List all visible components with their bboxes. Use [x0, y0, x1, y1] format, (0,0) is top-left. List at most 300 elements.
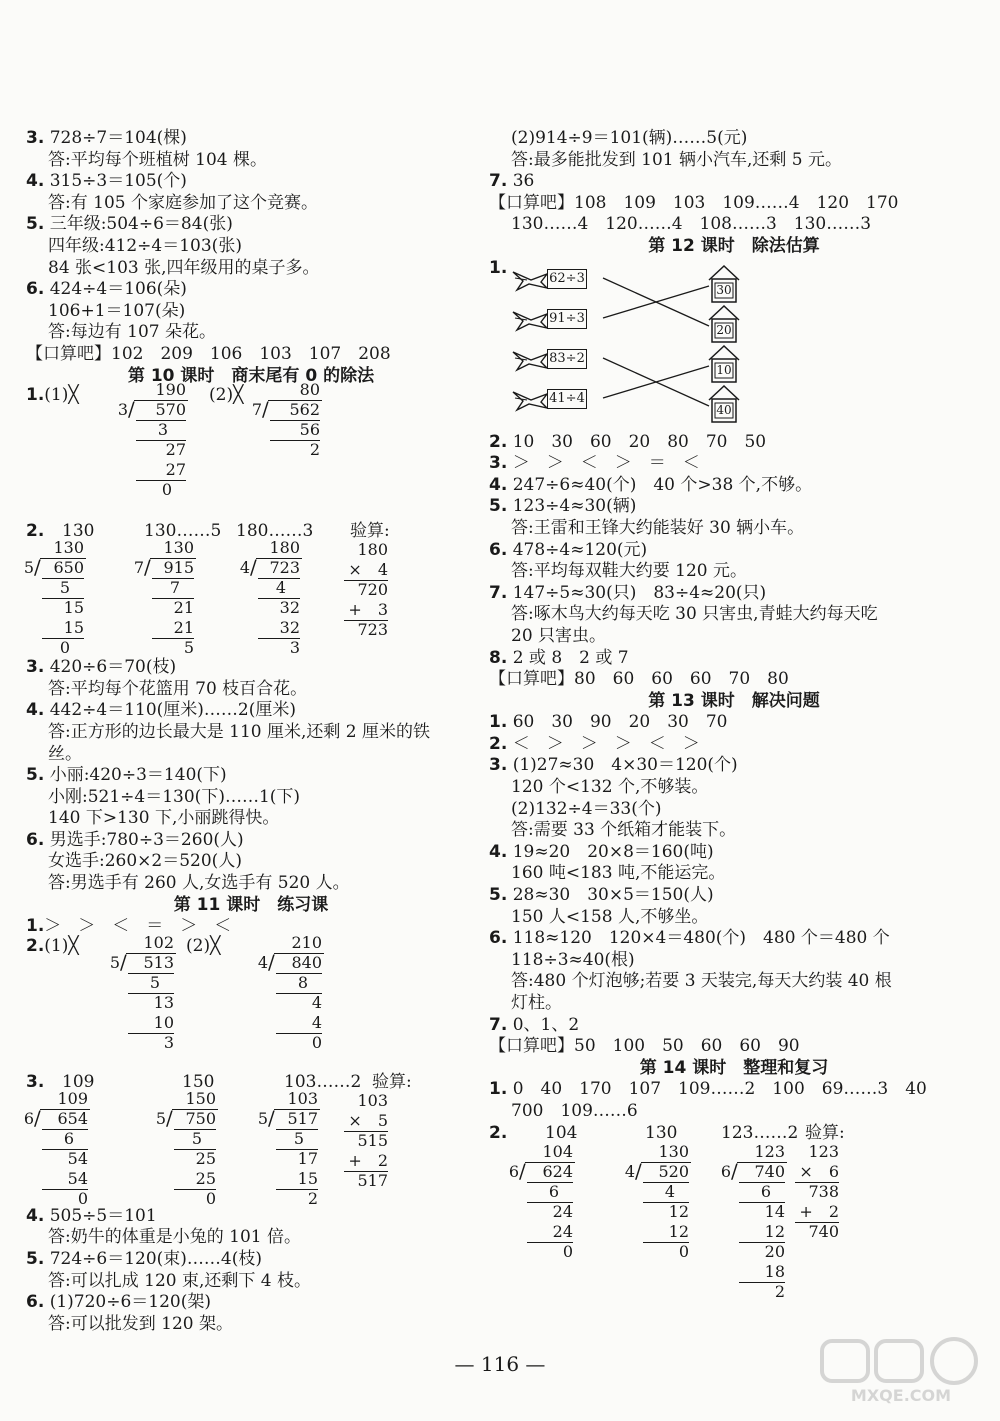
- division-digit: 3: [157, 420, 168, 440]
- division-bracket: /: [731, 1158, 738, 1183]
- question-number: 6.: [26, 829, 45, 850]
- watermark-logo: [816, 1337, 986, 1407]
- l11-q2: [26, 932, 476, 1072]
- answer-text: 478÷4≈120(元): [507, 539, 648, 560]
- division-digit: 103: [287, 1088, 318, 1108]
- answer-text: 442÷4＝110(厘米)……2(厘米): [44, 700, 297, 721]
- answer-text: 130……4 120……4 108……3 130……3: [511, 214, 872, 235]
- question-number: 3.: [26, 1071, 45, 1092]
- answer-text: (1)720÷6＝120(架): [44, 1292, 212, 1313]
- question-number: 6.: [489, 539, 508, 560]
- answer-line: [489, 799, 979, 821]
- verification-digit: 515: [357, 1130, 388, 1150]
- verification-digit: 740: [808, 1221, 839, 1241]
- division-digit: 5: [109, 952, 120, 972]
- answer-text: 答:480 个灯泡够;若要 3 天装完,每天大约装 40 根: [511, 971, 892, 992]
- answer-line: [26, 830, 476, 852]
- question-number: 1.: [489, 712, 508, 733]
- division-digit: 54: [67, 1148, 88, 1168]
- division-digit: 5: [257, 1108, 268, 1128]
- division-bracket: /: [268, 1105, 275, 1130]
- answer-text: 【口算吧】108 109 103 109……4 120 170: [489, 192, 899, 213]
- division-digit: 6: [548, 1181, 559, 1201]
- answer-text: (2)132÷4＝33(个): [511, 798, 662, 819]
- division-digit: 513: [143, 952, 174, 972]
- answer-text: 灯柱。: [511, 993, 562, 1013]
- division-digit: 517: [287, 1108, 318, 1128]
- question-number: 7.: [489, 582, 508, 603]
- lesson-14-title: 第 14 课时 整理和复习: [639, 1057, 829, 1078]
- left-column: [23, 128, 476, 1335]
- division-digit: 190: [155, 380, 186, 400]
- division-bracket: /: [128, 397, 135, 422]
- division-digit: 104: [542, 1141, 573, 1161]
- division-digit: 123: [754, 1141, 785, 1161]
- answer-text: 424÷4＝106(朵): [44, 279, 187, 300]
- question-number: 2.: [489, 1122, 508, 1143]
- division-digit: 4: [239, 558, 250, 578]
- house-number: 10: [716, 362, 732, 377]
- answer-line: [26, 214, 476, 236]
- answer-line: [489, 928, 979, 950]
- answer-text: 700 109……6: [511, 1100, 638, 1121]
- lesson-10-title: 第 10 课时 商末尾有 0 的除法: [127, 365, 375, 386]
- division-digit: 130: [53, 538, 84, 558]
- answer-line: [26, 1249, 476, 1271]
- division-digit: 7: [133, 558, 144, 578]
- division-bracket: /: [144, 555, 151, 580]
- answer-text: 答:每边有 107 朵花。: [48, 322, 216, 343]
- division-digit: 21: [173, 598, 194, 618]
- answer-line: [26, 1271, 476, 1293]
- answer-text: 20 只害虫。: [511, 625, 607, 646]
- division-digit: 24: [552, 1201, 573, 1221]
- answer-line: [26, 808, 476, 830]
- answer-text: 答:正方形的边长最大是 110 厘米,还剩 2 厘米的铁: [48, 721, 431, 742]
- answer-text: 247÷6≈40(个) 40 个>38 个,不够。: [507, 474, 813, 495]
- answer-line: [489, 1101, 979, 1123]
- division-digit: 6: [23, 1108, 34, 1128]
- division-digit: 18: [764, 1261, 785, 1281]
- division-digit: 32: [279, 618, 300, 638]
- answer-line: [489, 193, 979, 215]
- answer-text: 505÷5＝101: [44, 1205, 157, 1226]
- answer-text: ＜ ＞ ＞ ＞ ＜ ＞: [507, 733, 700, 754]
- division-digit: 54: [67, 1168, 88, 1188]
- right-column: [489, 128, 979, 1301]
- answer-value: 验算:: [372, 1071, 412, 1092]
- answer-line: [489, 734, 979, 756]
- question-number: 7.: [489, 171, 508, 192]
- answer-line: [26, 744, 476, 766]
- answer-line: [26, 322, 476, 344]
- division-digit: 520: [658, 1161, 689, 1181]
- answer-value: 130: [645, 1122, 678, 1143]
- answer-line: [489, 496, 979, 518]
- division-digit: 7: [251, 400, 262, 420]
- answer-text: 36: [507, 171, 535, 192]
- swallow-icon: [511, 308, 549, 332]
- answer-text: ＞ ＞ ＜ ＝ ＞ ＜: [44, 916, 232, 937]
- l10-q2: [23, 521, 476, 658]
- question-number: 4.: [26, 700, 45, 721]
- house-number: 30: [716, 282, 732, 297]
- answer-text: (1)27≈30 4×30＝120(个): [507, 755, 738, 776]
- division-digit: 5: [155, 1108, 166, 1128]
- answer-text: 丝。: [48, 743, 82, 764]
- division-digit: 6: [760, 1181, 771, 1201]
- answer-line: [489, 993, 979, 1015]
- answer-line: [489, 842, 979, 864]
- answer-line: [26, 679, 476, 701]
- division-digit: 740: [754, 1161, 785, 1181]
- expression-box: 91÷3: [547, 309, 587, 329]
- division-digit: 7: [169, 578, 180, 598]
- division-digit: 750: [185, 1108, 216, 1128]
- answer-value: 验算:: [350, 521, 390, 542]
- answer-line: [489, 1079, 979, 1101]
- l10-q1: [26, 380, 476, 521]
- division-digit: 0: [59, 638, 70, 658]
- expression-box: 62÷3: [547, 269, 587, 289]
- division-digit: 3: [117, 400, 128, 420]
- answer-text: 160 吨<183 吨,不能运完。: [511, 863, 726, 884]
- division-bracket: /: [635, 1158, 642, 1183]
- division-digit: 6: [508, 1161, 519, 1181]
- answer-line: [489, 1015, 979, 1037]
- question-number: 6.: [26, 1292, 45, 1313]
- division-digit: 27: [165, 460, 186, 480]
- answer-line: [489, 863, 979, 885]
- division-digit: 3: [289, 638, 300, 658]
- division-digit: 5: [59, 578, 70, 598]
- answer-text: 【口算吧】102 209 106 103 107 208: [26, 343, 391, 364]
- answer-line: [26, 1292, 476, 1314]
- question-number: 5.: [26, 1249, 45, 1270]
- answer-line: [26, 722, 476, 744]
- division-digit: 8: [297, 972, 308, 992]
- answer-line: [26, 236, 476, 258]
- division-digit: 12: [764, 1221, 785, 1241]
- answer-text: 728÷7＝104(棵): [44, 128, 187, 148]
- answer-text: 2 或 8 2 或 7: [507, 647, 629, 668]
- question-number: 1.: [489, 257, 508, 278]
- answer-text: 答:需要 33 个纸箱才能装下。: [511, 820, 737, 841]
- answer-line: [489, 1036, 979, 1058]
- division-digit: 4: [664, 1181, 675, 1201]
- lesson-11-title: 第 11 课时 练习课: [173, 894, 329, 915]
- question-number: 5.: [26, 765, 45, 786]
- division-digit: 2: [774, 1281, 785, 1301]
- swallow-icon: [511, 388, 549, 412]
- answer-line: [26, 765, 476, 787]
- answer-text: 140 下>130 下,小丽跳得快。: [48, 808, 280, 829]
- verification-digit: × 6: [799, 1161, 839, 1181]
- answer-text: 答:可以扎成 120 束,还剩下 4 枝。: [48, 1270, 312, 1291]
- answer-text: 60 30 90 20 30 70: [507, 712, 728, 733]
- answer-line: [489, 648, 979, 670]
- answer-text: 118≈120 120×4＝480(个) 480 个＝480 个: [507, 928, 890, 949]
- answer-text: 答:最多能批发到 101 辆小汽车,还剩 5 元。: [511, 149, 843, 170]
- division-digit: 27: [165, 440, 186, 460]
- division-digit: 0: [678, 1241, 689, 1261]
- division-bracket: /: [34, 555, 41, 580]
- answer-text: 答:平均每个花篮用 70 枝百合花。: [48, 678, 308, 699]
- answer-text: 四年级:412÷4＝103(张): [48, 235, 242, 256]
- swallow-icon: [511, 348, 549, 372]
- division-digit: 654: [57, 1108, 88, 1128]
- answer-line: [489, 777, 979, 799]
- division-bracket: /: [268, 949, 275, 974]
- answer-line: [26, 193, 476, 215]
- house-number: 20: [716, 322, 732, 337]
- question-number: 5.: [489, 496, 508, 517]
- division-digit: 4: [311, 992, 322, 1012]
- division-digit: 0: [161, 480, 172, 500]
- answer-line: [489, 950, 979, 972]
- expression-box: 83÷2: [547, 349, 587, 369]
- answer-value: 130: [62, 521, 95, 542]
- question-number: 5.: [26, 214, 45, 235]
- verification-digit: + 2: [799, 1201, 839, 1221]
- mark-wrong: (1)╳: [44, 385, 79, 406]
- answer-text: 答:平均每双鞋大约要 120 元。: [511, 561, 747, 582]
- answer-text: 0 40 170 107 109……2 100 69……3 40: [507, 1079, 927, 1100]
- answer-text: 120 个<132 个,不够装。: [511, 777, 709, 798]
- answer-text: 女选手:260×2＝520(人): [48, 851, 242, 872]
- answer-line: [26, 1206, 476, 1228]
- division-digit: 4: [257, 952, 268, 972]
- answer-text: 123÷4≈30(辆): [507, 496, 637, 517]
- answer-text: 答:有 105 个家庭参加了这个竞赛。: [48, 192, 318, 213]
- answer-line: [489, 128, 979, 150]
- answer-line: [26, 1314, 476, 1336]
- division-digit: 56: [299, 420, 320, 440]
- house-number: 40: [716, 402, 732, 417]
- division-digit: 25: [195, 1168, 216, 1188]
- division-digit: 80: [299, 380, 320, 400]
- division-bracket: /: [166, 1105, 173, 1130]
- question-number: 2.: [26, 935, 45, 956]
- question-number: 6.: [26, 279, 45, 300]
- division-digit: 24: [552, 1221, 573, 1241]
- question-number: 2.: [489, 733, 508, 754]
- division-bracket: /: [34, 1105, 41, 1130]
- answer-line: [26, 344, 476, 366]
- question-number: 5.: [489, 885, 508, 906]
- division-digit: 624: [542, 1161, 573, 1181]
- answer-line: [489, 820, 979, 842]
- answer-text: 答:王雷和王锋大约能装好 30 辆小车。: [511, 517, 805, 538]
- question-number: 7.: [489, 1014, 508, 1035]
- division-digit: 5: [183, 638, 194, 658]
- answer-text: 420÷6＝70(枝): [44, 657, 177, 678]
- division-digit: 4: [275, 578, 286, 598]
- page-number: — 116 —: [454, 1352, 546, 1376]
- division-digit: 15: [297, 1168, 318, 1188]
- answer-value: 130……5: [144, 521, 222, 542]
- answer-line: [26, 150, 476, 172]
- division-digit: 14: [764, 1201, 785, 1221]
- division-digit: 5: [23, 558, 34, 578]
- mark-wrong: (2)╳: [186, 935, 221, 956]
- division-digit: 2: [309, 440, 320, 460]
- division-digit: 0: [562, 1241, 573, 1261]
- division-digit: 10: [153, 1012, 174, 1032]
- verification-digit: 720: [357, 580, 388, 600]
- division-digit: 0: [77, 1188, 88, 1208]
- bird-house-matching: [489, 258, 979, 432]
- division-digit: 840: [291, 952, 322, 972]
- division-digit: 25: [195, 1148, 216, 1168]
- division-digit: 723: [269, 558, 300, 578]
- answer-value: 123……2: [721, 1122, 799, 1143]
- division-digit: 0: [205, 1188, 216, 1208]
- answer-line: [26, 916, 476, 938]
- answer-text: (2)914÷9＝101(辆)……5(元): [511, 128, 748, 148]
- division-digit: 2: [307, 1188, 318, 1208]
- question-number: 6.: [489, 928, 508, 949]
- answer-value: 验算:: [805, 1122, 845, 1143]
- question-number: 1.: [489, 1079, 508, 1100]
- division-digit: 12: [668, 1201, 689, 1221]
- division-digit: 4: [624, 1161, 635, 1181]
- answer-text: 【口算吧】50 100 50 60 60 90: [489, 1036, 800, 1057]
- answer-text: 315÷3＝105(个): [44, 171, 187, 192]
- question-number: 1.: [26, 385, 45, 406]
- question-number: 4.: [489, 841, 508, 862]
- answer-text: 答:可以批发到 120 架。: [48, 1313, 233, 1334]
- division-bracket: /: [519, 1158, 526, 1183]
- answer-text: 答:平均每个班植树 104 棵。: [48, 149, 267, 170]
- verification-digit: × 4: [348, 560, 388, 580]
- answer-text: 84 张<103 张,四年级用的桌子多。: [48, 257, 320, 278]
- division-digit: 3: [163, 1032, 174, 1052]
- answer-text: 答:啄木鸟大约每天吃 30 只害虫,青蛙大约每天吃: [511, 604, 878, 625]
- answer-text: 724÷6＝120(束)……4(枝): [44, 1249, 263, 1270]
- division-bracket: /: [250, 555, 257, 580]
- answer-text: 150 人<158 人,不够坐。: [511, 906, 709, 927]
- answer-value: 109: [62, 1071, 95, 1092]
- answer-line: [489, 669, 979, 691]
- answer-line: [26, 171, 476, 193]
- verification-digit: 517: [357, 1170, 388, 1190]
- division-digit: 0: [311, 1032, 322, 1052]
- answer-line: [489, 540, 979, 562]
- mark-wrong: (2)╳: [209, 385, 244, 406]
- answer-line: [26, 301, 476, 323]
- division-digit: 210: [291, 932, 322, 952]
- answer-line: [26, 128, 476, 150]
- answer-text: 三年级:504÷6＝84(张): [44, 214, 233, 235]
- answer-value: 104: [545, 1122, 578, 1143]
- answer-value: 180……3: [236, 521, 314, 542]
- mark-wrong: (1)╳: [44, 935, 79, 956]
- answer-text: 答:奶牛的体重是小兔的 101 倍。: [48, 1227, 301, 1248]
- answer-text: 10 30 60 20 80 70 50: [507, 431, 767, 452]
- division-digit: 150: [185, 1088, 216, 1108]
- answer-line: [26, 851, 476, 873]
- answer-text: 147÷5≈30(只) 83÷4≈20(只): [507, 582, 767, 603]
- division-digit: 17: [297, 1148, 318, 1168]
- answer-line: [489, 604, 979, 626]
- verification-digit: + 3: [348, 600, 388, 620]
- verification-digit: + 2: [348, 1150, 388, 1170]
- division-digit: 6: [720, 1161, 731, 1181]
- question-number: 3.: [489, 453, 508, 474]
- answer-text: 男选手:780÷3＝260(人): [44, 829, 244, 850]
- answer-value: 150: [182, 1071, 215, 1092]
- answer-line: [489, 626, 979, 648]
- answer-text: 【口算吧】80 60 60 60 70 80: [489, 669, 789, 690]
- answer-line: [26, 787, 476, 809]
- division-digit: 570: [155, 400, 186, 420]
- division-bracket: /: [120, 949, 127, 974]
- question-number: 4.: [26, 171, 45, 192]
- lesson-12-title: 第 12 课时 除法估算: [648, 235, 820, 256]
- lesson-13-title: 第 13 课时 解决问题: [648, 690, 820, 711]
- answer-text: 小丽:420÷3＝140(下): [44, 765, 227, 786]
- division-digit: 650: [53, 558, 84, 578]
- answer-value: 103……2: [284, 1071, 362, 1092]
- question-number: 1.: [26, 916, 45, 937]
- division-digit: 109: [57, 1088, 88, 1108]
- verification-digit: 738: [808, 1181, 839, 1201]
- answer-line: [489, 453, 979, 475]
- answer-text: 19≈20 20×8＝160(吨): [507, 841, 714, 862]
- question-number: 4.: [489, 474, 508, 495]
- question-number: 8.: [489, 647, 508, 668]
- expression-box: 41÷4: [547, 389, 587, 409]
- division-digit: 15: [63, 618, 84, 638]
- answer-line: [26, 700, 476, 722]
- answer-text: 小刚:521÷4＝130(下)……1(下): [48, 786, 301, 807]
- division-bracket: /: [262, 397, 269, 422]
- answer-line: [489, 971, 979, 993]
- answer-line: [489, 712, 979, 734]
- answer-line: [26, 279, 476, 301]
- svg-text:MXQE.COM: MXQE.COM: [850, 1386, 952, 1405]
- answer-line: [26, 873, 476, 895]
- answer-line: [26, 1227, 476, 1249]
- answer-line: [489, 907, 979, 929]
- answer-text: 答:男选手有 260 人,女选手有 520 人。: [48, 873, 350, 894]
- division-digit: 5: [149, 972, 160, 992]
- answer-line: [489, 518, 979, 540]
- division-digit: 32: [279, 598, 300, 618]
- division-digit: 15: [63, 598, 84, 618]
- answer-line: [489, 885, 979, 907]
- division-digit: 562: [289, 400, 320, 420]
- l11-q3: [23, 1071, 476, 1208]
- division-digit: 4: [311, 1012, 322, 1032]
- answer-line: [489, 150, 979, 172]
- answer-text: ＞ ＞ ＜ ＞ ＝ ＜: [507, 453, 700, 474]
- division-digit: 130: [658, 1141, 689, 1161]
- division-digit: 21: [173, 618, 194, 638]
- answer-text: 28≈30 30×5＝150(人): [507, 885, 714, 906]
- verification-digit: 103: [357, 1090, 388, 1110]
- question-number: 3.: [26, 657, 45, 678]
- division-digit: 915: [163, 558, 194, 578]
- question-number: 2.: [26, 521, 45, 542]
- verification-digit: 723: [357, 620, 388, 640]
- answer-line: [489, 561, 979, 583]
- question-number: 3.: [489, 755, 508, 776]
- answer-line: [489, 475, 979, 497]
- division-digit: 12: [668, 1221, 689, 1241]
- division-digit: 5: [293, 1128, 304, 1148]
